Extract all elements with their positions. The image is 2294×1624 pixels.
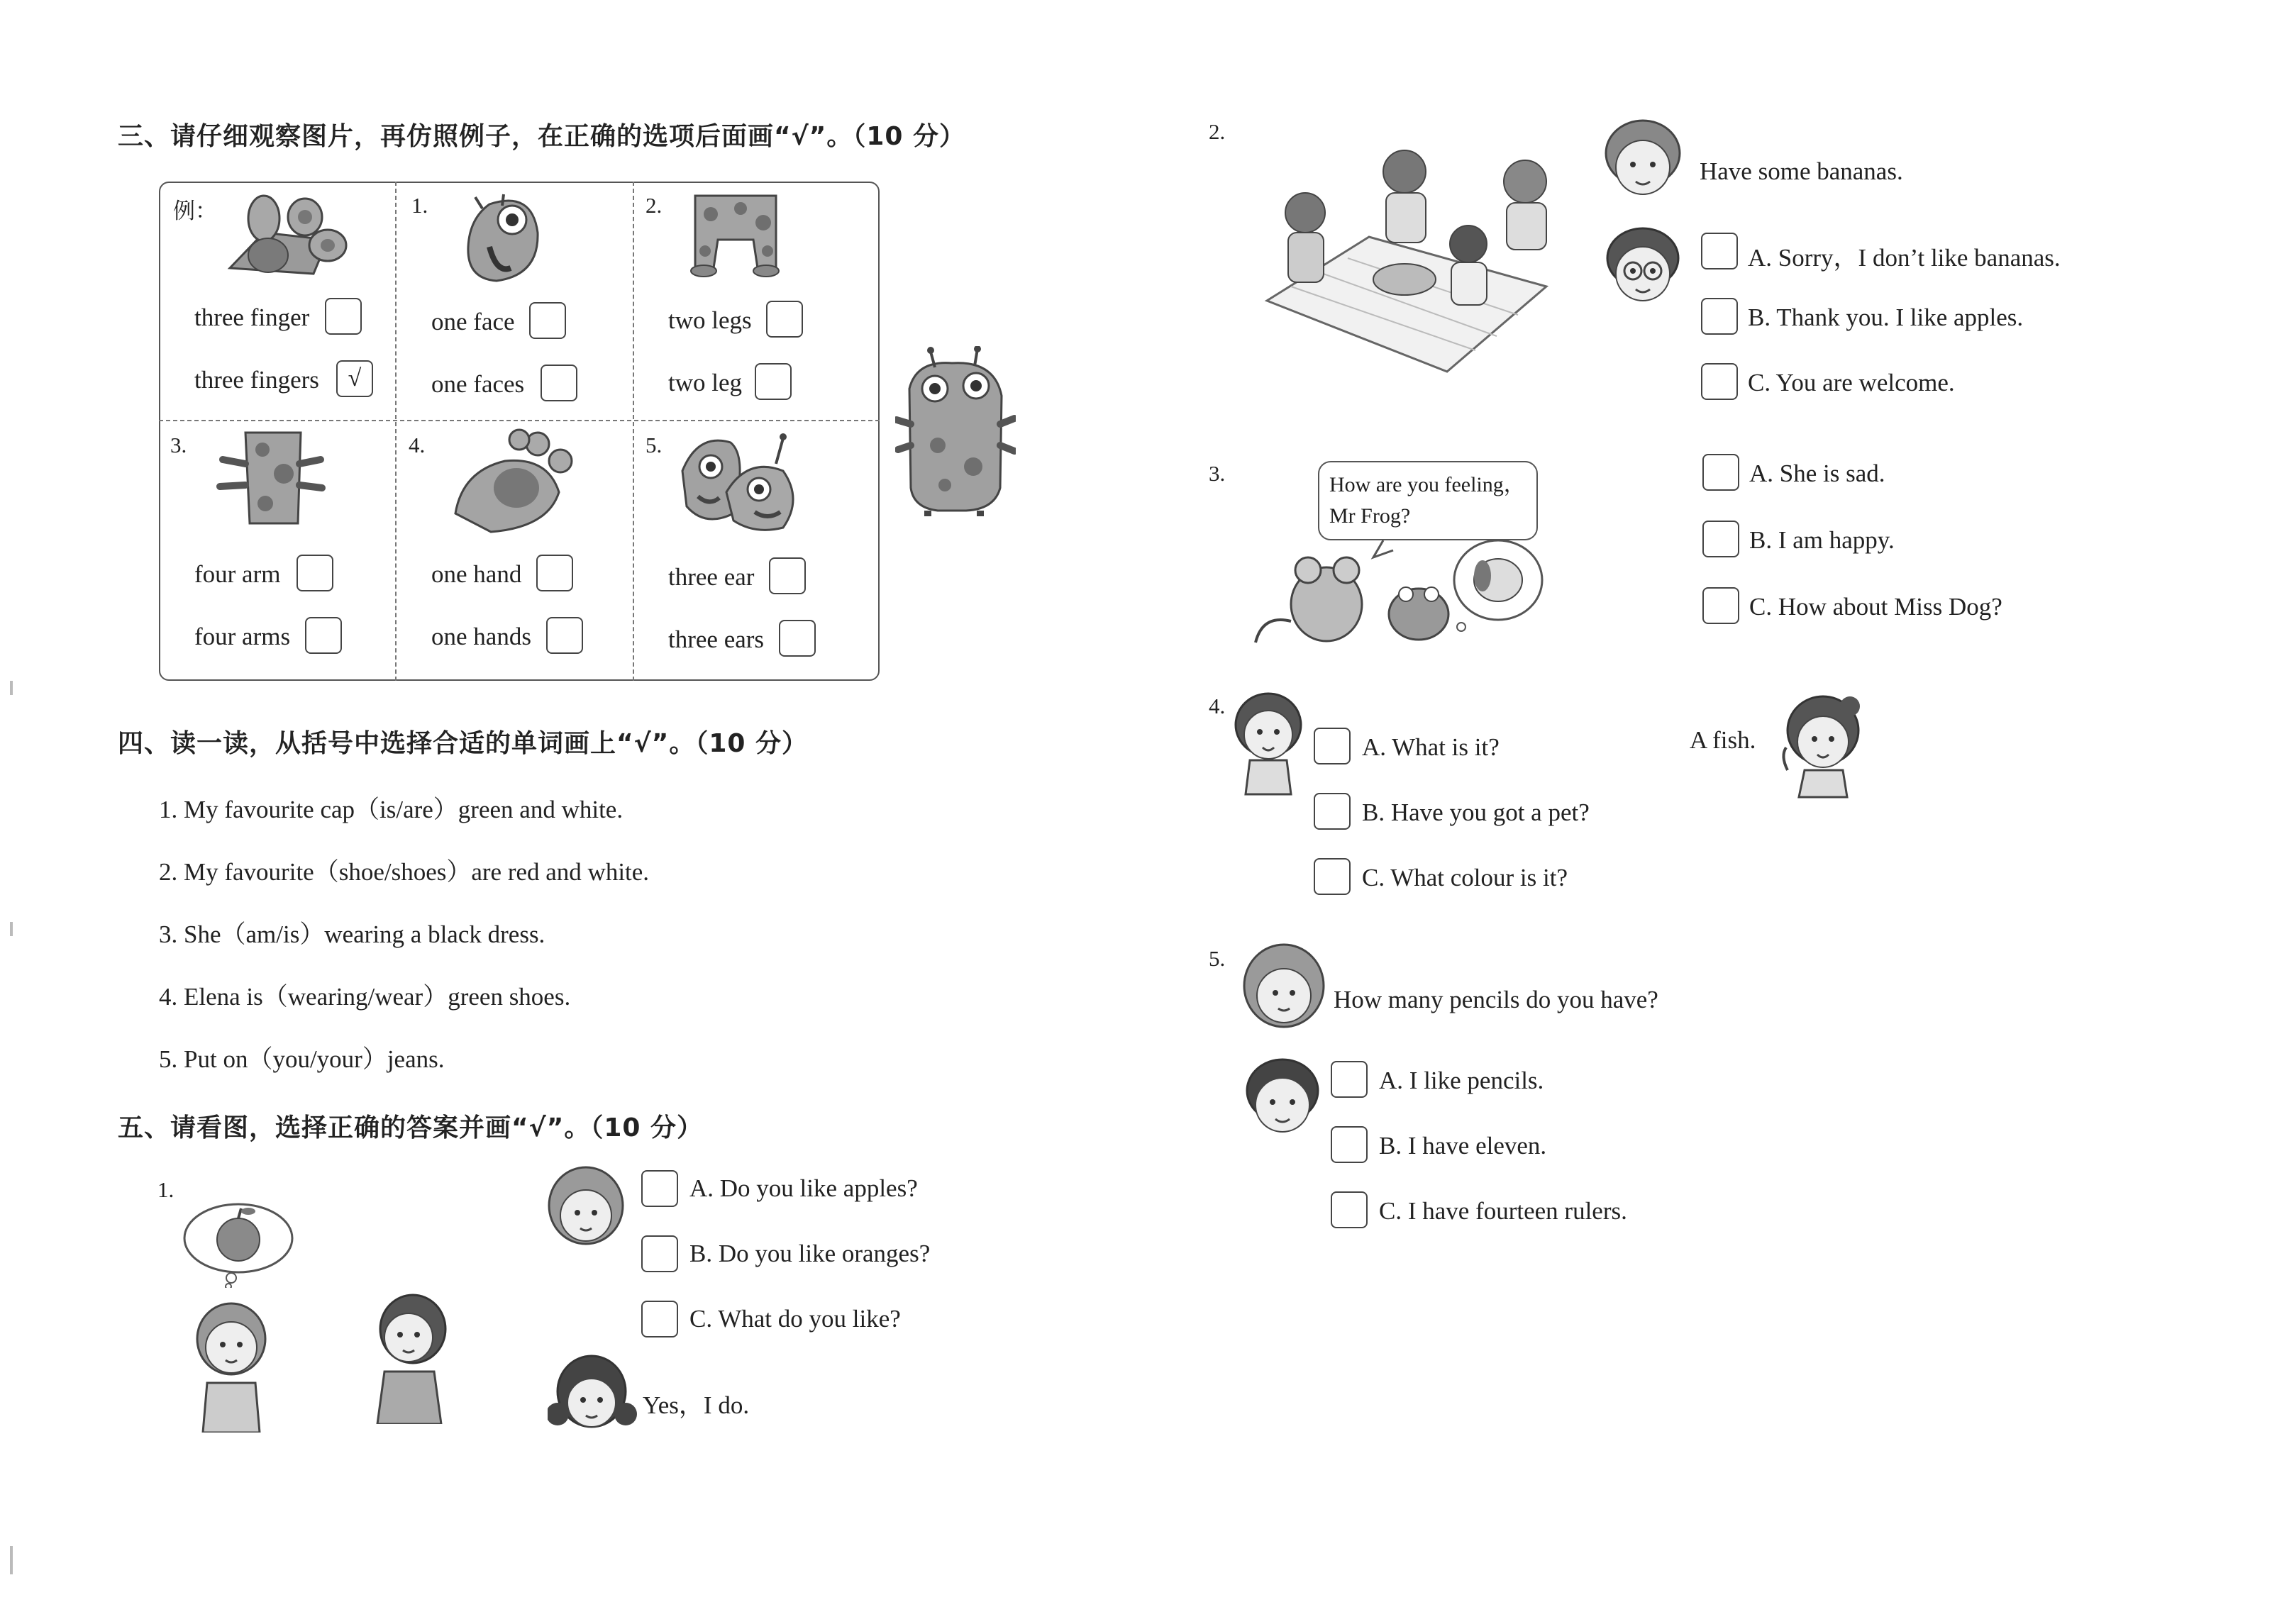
sentence-item: 4. Elena is（wearing/wear）green shoes. xyxy=(159,983,571,1011)
option-text: two leg xyxy=(668,369,743,396)
option-text: two legs xyxy=(668,306,752,334)
cell-number: 2. xyxy=(645,193,663,218)
mouse-frog-dog-icon xyxy=(1248,536,1561,650)
option-text: four arm xyxy=(194,560,281,588)
option-text: three ears xyxy=(668,625,765,653)
reply-text: A fish. xyxy=(1690,726,1756,754)
answer-checkbox[interactable] xyxy=(1702,587,1739,624)
option-text: one hand xyxy=(431,560,522,588)
sentence-item: 2. My favourite（shoe/shoes）are red and white. xyxy=(159,858,650,886)
answer-checkbox[interactable] xyxy=(1702,454,1739,491)
option-text: B. I have eleven. xyxy=(1379,1132,1547,1159)
answer-checkbox[interactable] xyxy=(1314,793,1351,830)
bubble-line: Mr Frog? xyxy=(1329,504,1411,528)
option-text: C. What do you like? xyxy=(689,1305,901,1333)
grid-divider xyxy=(159,420,880,421)
child-face-icon xyxy=(363,1289,455,1424)
option-text: A. What is it? xyxy=(1362,733,1500,761)
answer-checkbox[interactable] xyxy=(529,302,566,339)
prompt-text: How many pencils do you have? xyxy=(1334,986,1658,1013)
child-face-icon xyxy=(1229,689,1307,796)
grid-divider xyxy=(395,182,397,681)
section4-title: 四、读一读，从括号中选择合适的单词画上“√”。（10 分） xyxy=(118,729,808,758)
answer-checkbox[interactable] xyxy=(1331,1061,1368,1098)
answer-checkbox[interactable] xyxy=(546,617,583,654)
binding-mark xyxy=(10,1546,13,1574)
child-face-icon xyxy=(1600,116,1685,208)
option-text: three ear xyxy=(668,563,755,591)
speech-bubble xyxy=(1318,461,1538,540)
answer-checkbox[interactable] xyxy=(641,1235,678,1272)
answer-checkbox[interactable] xyxy=(297,555,333,591)
sentence-item: 1. My favourite cap（is/are）green and white. xyxy=(159,796,624,823)
option-text: three finger xyxy=(194,304,310,331)
answer-checkbox-checked[interactable]: √ xyxy=(336,360,373,397)
option-text: A. I like pencils. xyxy=(1379,1067,1544,1094)
prompt-text: Have some bananas. xyxy=(1700,157,1903,185)
option-text: C. How about Miss Dog? xyxy=(1749,593,2002,621)
sentence-item: 5. Put on（you/your）jeans. xyxy=(159,1045,445,1073)
monster-hand-icon xyxy=(448,428,576,535)
option-text: B. Do you like oranges? xyxy=(689,1240,931,1267)
monster-hand-icon xyxy=(221,190,349,279)
monster-arms-icon xyxy=(213,428,326,528)
child-face-icon xyxy=(186,1298,278,1433)
answer-checkbox[interactable] xyxy=(1701,233,1738,269)
answer-checkbox[interactable] xyxy=(755,363,792,400)
question-number: 2. xyxy=(1209,119,1226,144)
option-text: B. I am happy. xyxy=(1749,526,1895,554)
answer-checkbox[interactable] xyxy=(541,365,577,401)
binding-mark xyxy=(10,922,13,936)
cell-number: 3. xyxy=(170,433,187,457)
option-text: one face xyxy=(431,308,515,335)
option-text: C. I have fourteen rulers. xyxy=(1379,1197,1627,1225)
one-eyed-monster-icon xyxy=(461,190,546,289)
option-text: B. Thank you. I like apples. xyxy=(1748,304,2024,331)
question-number: 1. xyxy=(157,1177,174,1202)
bubble-line: How are you feeling， xyxy=(1329,473,1525,496)
apple-thought-icon xyxy=(182,1196,302,1288)
answer-checkbox[interactable] xyxy=(1331,1126,1368,1163)
option-text: B. Have you got a pet? xyxy=(1362,799,1590,826)
grid-divider xyxy=(633,182,634,681)
option-text: C. What colour is it? xyxy=(1362,864,1568,891)
answer-checkbox[interactable] xyxy=(1701,298,1738,335)
option-text: A. Do you like apples? xyxy=(689,1174,918,1202)
monster-legs-icon xyxy=(689,190,782,282)
answer-checkbox[interactable] xyxy=(779,620,816,657)
binding-mark xyxy=(10,681,13,695)
child-face-icon xyxy=(1239,942,1331,1041)
monster-icon xyxy=(895,346,1016,516)
child-face-icon xyxy=(1600,224,1685,316)
option-text: three fingers xyxy=(194,366,319,394)
answer-checkbox[interactable] xyxy=(305,617,342,654)
picnic-scene-icon xyxy=(1263,145,1561,379)
monster-ears-icon xyxy=(677,428,804,535)
option-text: A. Sorry，I don’t like bananas. xyxy=(1748,244,2061,272)
question-number: 3. xyxy=(1209,461,1226,486)
answer-checkbox[interactable] xyxy=(536,555,573,591)
option-text: C. You are welcome. xyxy=(1748,369,1955,396)
child-face-icon xyxy=(548,1352,640,1444)
option-text: one faces xyxy=(431,370,525,398)
cell-number: 5. xyxy=(645,433,663,457)
answer-checkbox[interactable] xyxy=(1702,521,1739,557)
question-number: 5. xyxy=(1209,946,1226,971)
reply-text: Yes，I do. xyxy=(643,1391,750,1419)
child-face-icon xyxy=(1240,1055,1325,1147)
answer-checkbox[interactable] xyxy=(766,301,803,338)
child-face-icon xyxy=(543,1164,628,1257)
answer-checkbox[interactable] xyxy=(641,1301,678,1337)
section5-title: 五、请看图，选择正确的答案并画“√”。（10 分） xyxy=(118,1113,703,1142)
answer-checkbox[interactable] xyxy=(1314,858,1351,895)
sentence-item: 3. She（am/is）wearing a black dress. xyxy=(159,921,545,948)
child-face-icon xyxy=(1773,692,1873,799)
answer-checkbox[interactable] xyxy=(325,298,362,335)
answer-checkbox[interactable] xyxy=(1331,1191,1368,1228)
answer-checkbox[interactable] xyxy=(769,557,806,594)
option-text: one hands xyxy=(431,623,531,650)
cell-number: 例： xyxy=(173,199,217,223)
answer-checkbox[interactable] xyxy=(1314,728,1351,764)
option-text: A. She is sad. xyxy=(1749,460,1885,487)
option-text: four arms xyxy=(194,623,291,650)
cell-number: 1. xyxy=(411,193,428,218)
section3-title: 三、请仔细观察图片，再仿照例子，在正确的选项后面画“√”。（10 分） xyxy=(118,122,965,151)
cell-number: 4. xyxy=(409,433,426,457)
answer-checkbox[interactable] xyxy=(641,1170,678,1207)
answer-checkbox[interactable] xyxy=(1701,363,1738,400)
question-number: 4. xyxy=(1209,694,1226,718)
